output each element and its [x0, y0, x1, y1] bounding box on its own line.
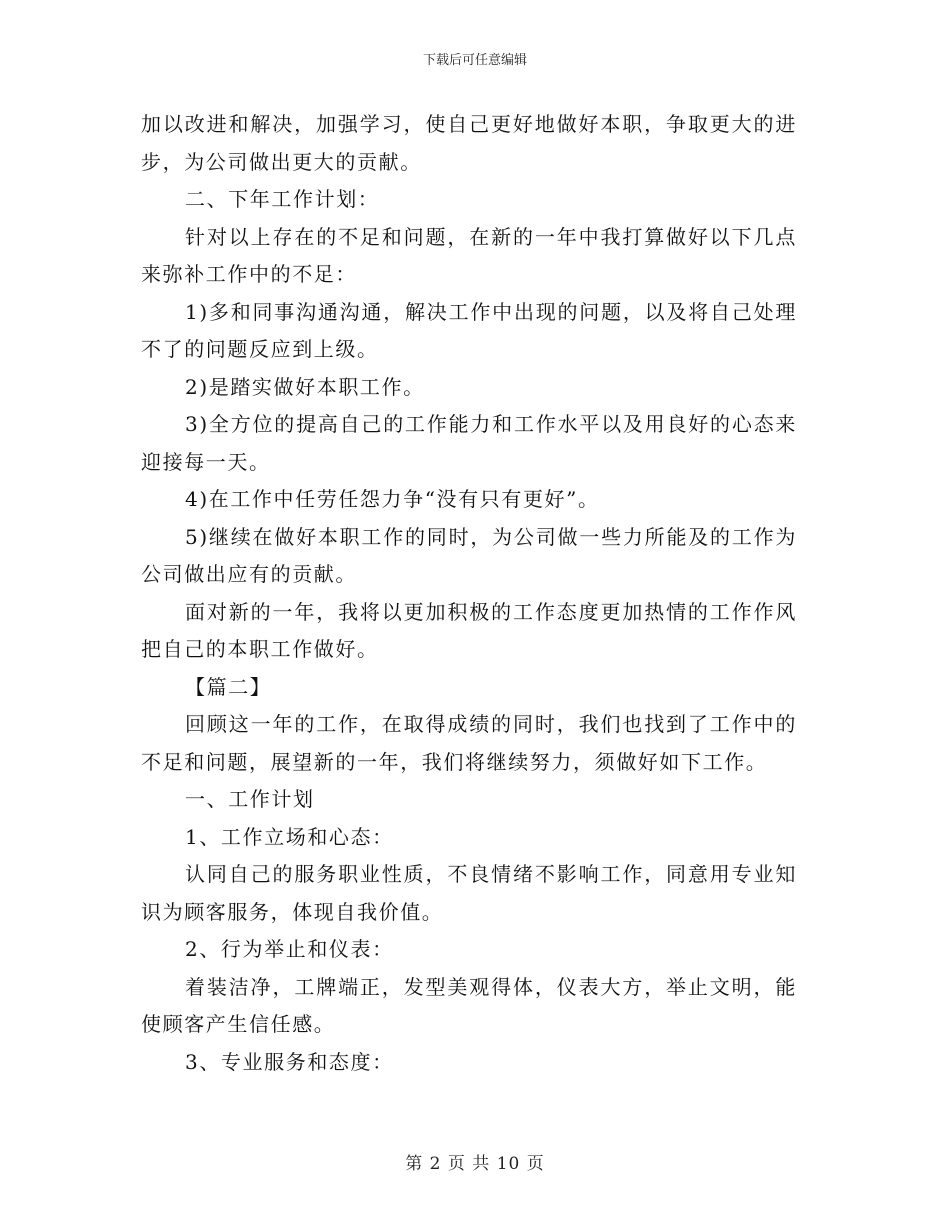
- subsection-heading: 1、工作立场和心态：: [185, 824, 394, 849]
- subsection-heading: 2、行为举止和仪表：: [185, 937, 394, 961]
- section-heading: 一、工作计划: [185, 787, 315, 811]
- list-item: 1)多和同事沟通沟通，解决工作中出现的问题，以及将自己处理不了的问题反应到上级。: [141, 299, 797, 361]
- paragraph: 加以改进和解决，加强学习，使自己更好地做好本职，争取更大的进步，为公司做出更大的贡献。: [141, 112, 797, 174]
- subsection-heading: 3、专业服务和态度：: [185, 1049, 394, 1074]
- list-item: 2)是踏实做好本职工作。: [185, 374, 425, 399]
- paragraph: 面对新的一年，我将以更加积极的工作态度更加热情的工作作风把自己的本职工作做好。: [141, 599, 797, 661]
- part-heading: 【篇二】: [185, 674, 272, 699]
- paragraph: 着装洁净，工牌端正，发型美观得体，仪表大方，举止文明，能使顾客产生信任感。: [141, 974, 797, 1036]
- list-item: 3)全方位的提高自己的工作能力和工作水平以及用良好的心态来迎接每一天。: [141, 412, 797, 474]
- paragraph: 针对以上存在的不足和问题，在新的一年中我打算做好以下几点来弥补工作中的不足：: [141, 224, 797, 286]
- paragraph: 认同自己的服务职业性质，不良情绪不影响工作，同意用专业知识为顾客服务，体现自我价值。: [141, 862, 797, 924]
- page-header: 下载后可任意编辑: [422, 53, 527, 68]
- page-number: 第 2 页 共 10 页: [405, 1154, 545, 1174]
- paragraph: 回顾这一年的工作，在取得成绩的同时，我们也找到了工作中的不足和问题，展望新的一年，我们将继续努力，须做好如下工作。: [141, 712, 797, 774]
- list-item: 5)继续在做好本职工作的同时，为公司做一些力所能及的工作为公司做出应有的贡献。: [141, 524, 797, 586]
- section-heading: 二、下年工作计划：: [185, 187, 380, 211]
- list-item: 4)在工作中任劳任怨力争“没有只有更好”。: [185, 487, 600, 511]
- document-body: [141, 106, 797, 1081]
